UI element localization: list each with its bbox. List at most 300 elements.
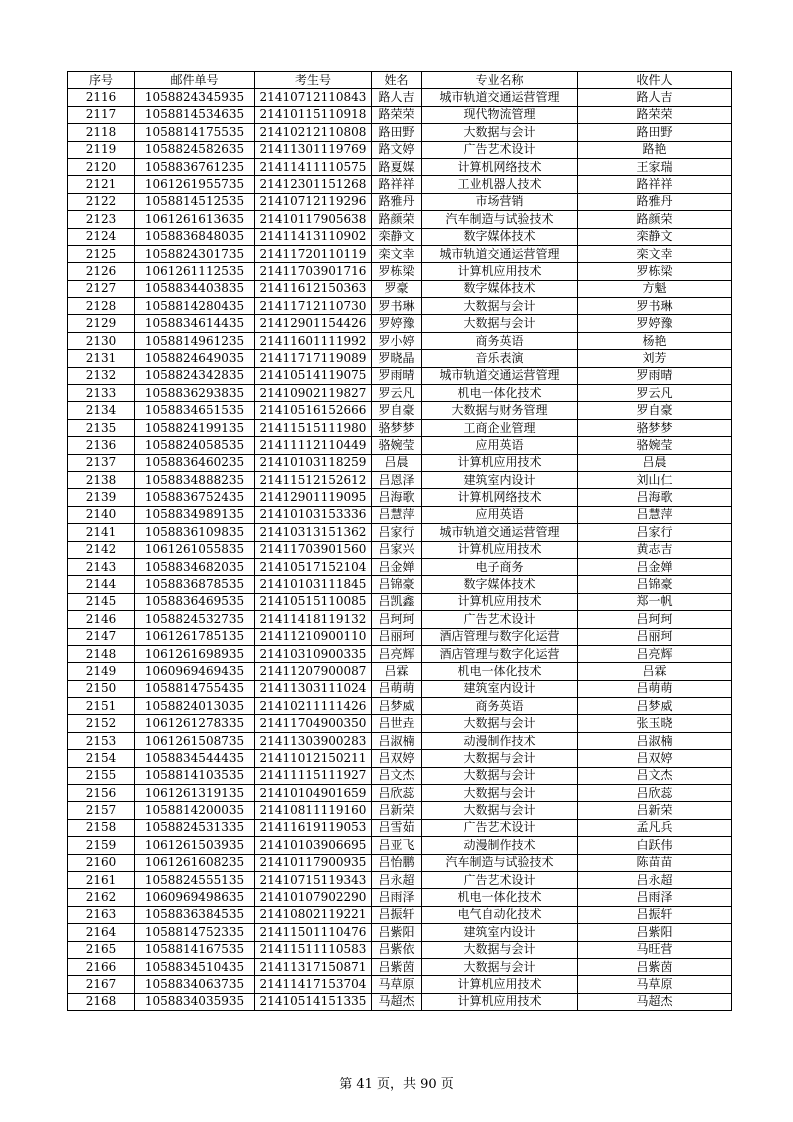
cell-name: 罗晓晶 <box>372 350 422 367</box>
cell-tracking-number: 1058834682035 <box>135 558 255 575</box>
cell-major: 动漫制作技术 <box>422 837 578 854</box>
cell-candidate-number: 21411601111992 <box>255 332 372 349</box>
cell-seq: 2119 <box>68 141 135 158</box>
cell-major: 大数据与会计 <box>422 124 578 141</box>
table-row <box>68 454 732 471</box>
cell-major: 广告艺术设计 <box>422 611 578 628</box>
cell-name: 吕晨 <box>372 454 422 471</box>
cell-recipient: 吕双婷 <box>578 750 732 767</box>
cell-major: 电气自动化技术 <box>422 906 578 923</box>
cell-seq: 2136 <box>68 437 135 454</box>
cell-name: 吕文杰 <box>372 767 422 784</box>
cell-seq: 2130 <box>68 332 135 349</box>
cell-name: 吕珂珂 <box>372 611 422 628</box>
cell-seq: 2127 <box>68 280 135 297</box>
cell-recipient: 吕丽珂 <box>578 628 732 645</box>
cell-candidate-number: 21411112110449 <box>255 437 372 454</box>
cell-name: 路文婷 <box>372 141 422 158</box>
cell-recipient: 路人吉 <box>578 89 732 106</box>
cell-candidate-number: 21411411110575 <box>255 158 372 175</box>
cell-recipient: 栾文幸 <box>578 245 732 262</box>
cell-seq: 2145 <box>68 593 135 610</box>
cell-tracking-number: 1058824555135 <box>135 871 255 888</box>
cell-name: 骆婉莹 <box>372 437 422 454</box>
cell-tracking-number: 1061261278335 <box>135 715 255 732</box>
cell-name: 吕紫阳 <box>372 924 422 941</box>
table-row <box>68 350 732 367</box>
table-row <box>68 158 732 175</box>
cell-name: 罗雨晴 <box>372 367 422 384</box>
cell-tracking-number: 1061261955735 <box>135 176 255 193</box>
cell-candidate-number: 21410715119343 <box>255 871 372 888</box>
cell-tracking-number: 1058824582635 <box>135 141 255 158</box>
cell-major: 商务英语 <box>422 698 578 715</box>
cell-tracking-number: 1058824345935 <box>135 89 255 106</box>
cell-seq: 2125 <box>68 245 135 262</box>
page-number-text: 第 41 页，共 90 页 <box>339 1077 454 1092</box>
cell-major: 大数据与会计 <box>422 715 578 732</box>
table-row <box>68 385 732 402</box>
table-row <box>68 176 732 193</box>
cell-recipient: 孟凡兵 <box>578 819 732 836</box>
cell-name: 吕新荣 <box>372 802 422 819</box>
cell-recipient: 郑一帆 <box>578 593 732 610</box>
cell-tracking-number: 1058824531335 <box>135 819 255 836</box>
cell-major: 大数据与会计 <box>422 785 578 802</box>
cell-candidate-number: 21410310900335 <box>255 645 372 662</box>
cell-recipient: 路颜荣 <box>578 211 732 228</box>
cell-recipient: 王家瑞 <box>578 158 732 175</box>
cell-seq: 2120 <box>68 158 135 175</box>
table-row <box>68 89 732 106</box>
table-row <box>68 958 732 975</box>
cell-name: 吕锦豪 <box>372 576 422 593</box>
cell-name: 马草原 <box>372 976 422 993</box>
cell-recipient: 马超杰 <box>578 993 732 1010</box>
cell-recipient: 吕晨 <box>578 454 732 471</box>
cell-seq: 2162 <box>68 889 135 906</box>
cell-seq: 2126 <box>68 263 135 280</box>
cell-major: 大数据与会计 <box>422 802 578 819</box>
cell-recipient: 吕家行 <box>578 524 732 541</box>
table-row <box>68 819 732 836</box>
cell-recipient: 吕梦威 <box>578 698 732 715</box>
table-row <box>68 732 732 749</box>
cell-recipient: 吕珂珂 <box>578 611 732 628</box>
table-row <box>68 767 732 784</box>
cell-seq: 2123 <box>68 211 135 228</box>
cell-recipient: 罗栋梁 <box>578 263 732 280</box>
cell-name: 吕雪茹 <box>372 819 422 836</box>
cell-candidate-number: 21411717119089 <box>255 350 372 367</box>
table-row <box>68 437 732 454</box>
cell-name: 路人吉 <box>372 89 422 106</box>
table-row <box>68 906 732 923</box>
cell-major: 城市轨道交通运营管理 <box>422 367 578 384</box>
cell-tracking-number: 1058814280435 <box>135 298 255 315</box>
table-row <box>68 367 732 384</box>
cell-recipient: 路田野 <box>578 124 732 141</box>
roster-table <box>67 71 732 1011</box>
cell-tracking-number: 1058836848035 <box>135 228 255 245</box>
cell-major: 计算机应用技术 <box>422 454 578 471</box>
cell-seq: 2166 <box>68 958 135 975</box>
cell-recipient: 方魁 <box>578 280 732 297</box>
cell-major: 城市轨道交通运营管理 <box>422 245 578 262</box>
cell-recipient: 吕霖 <box>578 663 732 680</box>
cell-tracking-number: 1058834544435 <box>135 750 255 767</box>
cell-major: 汽车制造与试验技术 <box>422 211 578 228</box>
cell-tracking-number: 1058824649035 <box>135 350 255 367</box>
cell-name: 路雅丹 <box>372 193 422 210</box>
cell-seq: 2160 <box>68 854 135 871</box>
cell-candidate-number: 21410313151362 <box>255 524 372 541</box>
cell-seq: 2158 <box>68 819 135 836</box>
cell-name: 栾静文 <box>372 228 422 245</box>
cell-tracking-number: 1058834510435 <box>135 958 255 975</box>
cell-tracking-number: 1058814534635 <box>135 106 255 123</box>
cell-candidate-number: 21410103111845 <box>255 576 372 593</box>
cell-seq: 2118 <box>68 124 135 141</box>
cell-tracking-number: 1061261613635 <box>135 211 255 228</box>
table-row <box>68 141 732 158</box>
table-row <box>68 941 732 958</box>
cell-recipient: 陈苗苗 <box>578 854 732 871</box>
cell-major: 计算机网络技术 <box>422 158 578 175</box>
cell-recipient: 吕淑楠 <box>578 732 732 749</box>
cell-tracking-number: 1058814175535 <box>135 124 255 141</box>
cell-tracking-number: 1061261055835 <box>135 541 255 558</box>
cell-name: 罗婷豫 <box>372 315 422 332</box>
cell-recipient: 刘芳 <box>578 350 732 367</box>
cell-recipient: 路祥祥 <box>578 176 732 193</box>
cell-candidate-number: 21410107902290 <box>255 889 372 906</box>
cell-candidate-number: 21411712110730 <box>255 298 372 315</box>
table-row <box>68 645 732 662</box>
column-header-candidate-number: 考生号 <box>255 72 372 89</box>
table-row <box>68 228 732 245</box>
cell-seq: 2139 <box>68 489 135 506</box>
cell-seq: 2155 <box>68 767 135 784</box>
cell-recipient: 马旺营 <box>578 941 732 958</box>
table-row <box>68 837 732 854</box>
cell-candidate-number: 21410802119221 <box>255 906 372 923</box>
table-row <box>68 663 732 680</box>
header-row <box>68 72 732 89</box>
table-row <box>68 976 732 993</box>
cell-candidate-number: 21411704900350 <box>255 715 372 732</box>
cell-seq: 2157 <box>68 802 135 819</box>
cell-major: 大数据与财务管理 <box>422 402 578 419</box>
cell-name: 吕恩泽 <box>372 471 422 488</box>
cell-tracking-number: 1061261319135 <box>135 785 255 802</box>
cell-seq: 2168 <box>68 993 135 1010</box>
table-row <box>68 593 732 610</box>
cell-recipient: 路荣荣 <box>578 106 732 123</box>
cell-major: 商务英语 <box>422 332 578 349</box>
table-row <box>68 854 732 871</box>
cell-seq: 2124 <box>68 228 135 245</box>
cell-name: 路田野 <box>372 124 422 141</box>
cell-candidate-number: 21411703901560 <box>255 541 372 558</box>
cell-major: 大数据与会计 <box>422 958 578 975</box>
table-row <box>68 332 732 349</box>
cell-recipient: 骆婉莹 <box>578 437 732 454</box>
cell-seq: 2156 <box>68 785 135 802</box>
cell-tracking-number: 1058836878535 <box>135 576 255 593</box>
cell-tracking-number: 1060969469435 <box>135 663 255 680</box>
table-header <box>68 72 732 89</box>
cell-major: 酒店管理与数字化运营 <box>422 645 578 662</box>
cell-candidate-number: 21410516152666 <box>255 402 372 419</box>
column-header-recipient: 收件人 <box>578 72 732 89</box>
cell-recipient: 吕慧萍 <box>578 506 732 523</box>
page-footer <box>0 1073 793 1092</box>
cell-candidate-number: 21411012150211 <box>255 750 372 767</box>
cell-seq: 2133 <box>68 385 135 402</box>
cell-candidate-number: 21411303900283 <box>255 732 372 749</box>
cell-recipient: 吕海歌 <box>578 489 732 506</box>
cell-tracking-number: 1058824342835 <box>135 367 255 384</box>
cell-name: 罗云凡 <box>372 385 422 402</box>
cell-name: 吕丽珂 <box>372 628 422 645</box>
cell-candidate-number: 21411303111024 <box>255 680 372 697</box>
cell-candidate-number: 21410712110843 <box>255 89 372 106</box>
cell-name: 罗豪 <box>372 280 422 297</box>
cell-tracking-number: 1058814200035 <box>135 802 255 819</box>
cell-name: 路颜荣 <box>372 211 422 228</box>
cell-tracking-number: 1061261508735 <box>135 732 255 749</box>
cell-seq: 2164 <box>68 924 135 941</box>
cell-name: 吕凯鑫 <box>372 593 422 610</box>
table-row <box>68 193 732 210</box>
cell-seq: 2165 <box>68 941 135 958</box>
table-row <box>68 802 732 819</box>
cell-name: 吕欣蕊 <box>372 785 422 802</box>
cell-tracking-number: 1058836752435 <box>135 489 255 506</box>
cell-name: 路夏媒 <box>372 158 422 175</box>
table-row <box>68 715 732 732</box>
cell-major: 数字媒体技术 <box>422 280 578 297</box>
cell-tracking-number: 1058814512535 <box>135 193 255 210</box>
cell-candidate-number: 21412301151268 <box>255 176 372 193</box>
cell-major: 大数据与会计 <box>422 941 578 958</box>
cell-tracking-number: 1058834035935 <box>135 993 255 1010</box>
cell-seq: 2135 <box>68 419 135 436</box>
cell-name: 吕慧萍 <box>372 506 422 523</box>
cell-major: 汽车制造与试验技术 <box>422 854 578 871</box>
table-row <box>68 871 732 888</box>
cell-name: 路荣荣 <box>372 106 422 123</box>
cell-seq: 2140 <box>68 506 135 523</box>
cell-seq: 2148 <box>68 645 135 662</box>
cell-tracking-number: 1058814752335 <box>135 924 255 941</box>
table-row <box>68 576 732 593</box>
table-row <box>68 558 732 575</box>
cell-name: 吕梦威 <box>372 698 422 715</box>
cell-candidate-number: 21410712119296 <box>255 193 372 210</box>
cell-tracking-number: 1058834888235 <box>135 471 255 488</box>
cell-tracking-number: 1058814103535 <box>135 767 255 784</box>
cell-candidate-number: 21411418119132 <box>255 611 372 628</box>
cell-tracking-number: 1058834651535 <box>135 402 255 419</box>
cell-major: 计算机应用技术 <box>422 541 578 558</box>
cell-tracking-number: 1058836109835 <box>135 524 255 541</box>
cell-major: 动漫制作技术 <box>422 732 578 749</box>
cell-tracking-number: 1061261112535 <box>135 263 255 280</box>
cell-name: 吕永超 <box>372 871 422 888</box>
column-header-major: 专业名称 <box>422 72 578 89</box>
table-row <box>68 541 732 558</box>
cell-name: 栾文幸 <box>372 245 422 262</box>
cell-tracking-number: 1058824532735 <box>135 611 255 628</box>
cell-seq: 2137 <box>68 454 135 471</box>
cell-recipient: 吕萌萌 <box>578 680 732 697</box>
cell-recipient: 吕欣蕊 <box>578 785 732 802</box>
cell-major: 大数据与会计 <box>422 298 578 315</box>
table-row <box>68 280 732 297</box>
cell-recipient: 吕紫茵 <box>578 958 732 975</box>
table-row <box>68 489 732 506</box>
cell-candidate-number: 21410211111426 <box>255 698 372 715</box>
table-row <box>68 993 732 1010</box>
table-row <box>68 750 732 767</box>
cell-name: 吕海歌 <box>372 489 422 506</box>
cell-seq: 2159 <box>68 837 135 854</box>
cell-name: 吕紫依 <box>372 941 422 958</box>
cell-major: 电子商务 <box>422 558 578 575</box>
cell-major: 计算机应用技术 <box>422 593 578 610</box>
cell-recipient: 罗雨晴 <box>578 367 732 384</box>
cell-major: 广告艺术设计 <box>422 819 578 836</box>
cell-tracking-number: 1058836384535 <box>135 906 255 923</box>
cell-name: 罗自豪 <box>372 402 422 419</box>
cell-candidate-number: 21411511110583 <box>255 941 372 958</box>
cell-candidate-number: 21410514119075 <box>255 367 372 384</box>
cell-candidate-number: 21411612150363 <box>255 280 372 297</box>
cell-seq: 2116 <box>68 89 135 106</box>
cell-tracking-number: 1061261698935 <box>135 645 255 662</box>
cell-tracking-number: 1058836293835 <box>135 385 255 402</box>
cell-major: 建筑室内设计 <box>422 680 578 697</box>
cell-tracking-number: 1058814167535 <box>135 941 255 958</box>
table-row <box>68 106 732 123</box>
cell-tracking-number: 1060969498635 <box>135 889 255 906</box>
cell-recipient: 白跃伟 <box>578 837 732 854</box>
cell-candidate-number: 21411115111927 <box>255 767 372 784</box>
cell-candidate-number: 21410104901659 <box>255 785 372 802</box>
table-row <box>68 315 732 332</box>
cell-tracking-number: 1058824199135 <box>135 419 255 436</box>
cell-recipient: 吕锦豪 <box>578 576 732 593</box>
cell-major: 大数据与会计 <box>422 750 578 767</box>
cell-candidate-number: 21411317150871 <box>255 958 372 975</box>
cell-recipient: 张玉晓 <box>578 715 732 732</box>
cell-name: 马超杰 <box>372 993 422 1010</box>
table-row <box>68 124 732 141</box>
table-row <box>68 698 732 715</box>
column-header-name: 姓名 <box>372 72 422 89</box>
cell-seq: 2129 <box>68 315 135 332</box>
table-row <box>68 889 732 906</box>
table-row <box>68 611 732 628</box>
cell-seq: 2147 <box>68 628 135 645</box>
cell-name: 吕雨泽 <box>372 889 422 906</box>
cell-tracking-number: 1058824301735 <box>135 245 255 262</box>
cell-tracking-number: 1058834989135 <box>135 506 255 523</box>
cell-tracking-number: 1058834614435 <box>135 315 255 332</box>
cell-candidate-number: 21411501110476 <box>255 924 372 941</box>
cell-tracking-number: 1058814961235 <box>135 332 255 349</box>
cell-seq: 2146 <box>68 611 135 628</box>
cell-recipient: 路雅丹 <box>578 193 732 210</box>
cell-major: 计算机应用技术 <box>422 976 578 993</box>
cell-candidate-number: 21412901119095 <box>255 489 372 506</box>
cell-major: 广告艺术设计 <box>422 871 578 888</box>
table-row <box>68 628 732 645</box>
cell-tracking-number: 1058824013035 <box>135 698 255 715</box>
cell-recipient: 骆梦梦 <box>578 419 732 436</box>
cell-major: 大数据与会计 <box>422 315 578 332</box>
cell-seq: 2150 <box>68 680 135 697</box>
cell-candidate-number: 21410517152104 <box>255 558 372 575</box>
cell-candidate-number: 21411720110119 <box>255 245 372 262</box>
cell-major: 机电一体化技术 <box>422 385 578 402</box>
cell-recipient: 罗婷豫 <box>578 315 732 332</box>
cell-major: 市场营销 <box>422 193 578 210</box>
table-row <box>68 263 732 280</box>
cell-seq: 2152 <box>68 715 135 732</box>
cell-seq: 2141 <box>68 524 135 541</box>
cell-name: 吕亮辉 <box>372 645 422 662</box>
cell-name: 罗书琳 <box>372 298 422 315</box>
cell-seq: 2167 <box>68 976 135 993</box>
table-row <box>68 524 732 541</box>
cell-seq: 2154 <box>68 750 135 767</box>
cell-name: 吕家兴 <box>372 541 422 558</box>
cell-name: 吕紫茵 <box>372 958 422 975</box>
cell-major: 建筑室内设计 <box>422 924 578 941</box>
cell-tracking-number: 1058836460235 <box>135 454 255 471</box>
cell-name: 吕怡鹏 <box>372 854 422 871</box>
cell-recipient: 吕亮辉 <box>578 645 732 662</box>
cell-major: 城市轨道交通运营管理 <box>422 89 578 106</box>
cell-seq: 2132 <box>68 367 135 384</box>
cell-recipient: 罗书琳 <box>578 298 732 315</box>
cell-tracking-number: 1058836469535 <box>135 593 255 610</box>
cell-candidate-number: 21410117905638 <box>255 211 372 228</box>
cell-name: 吕家行 <box>372 524 422 541</box>
cell-major: 现代物流管理 <box>422 106 578 123</box>
cell-major: 城市轨道交通运营管理 <box>422 524 578 541</box>
cell-recipient: 吕振轩 <box>578 906 732 923</box>
cell-candidate-number: 21411515111980 <box>255 419 372 436</box>
cell-recipient: 路艳 <box>578 141 732 158</box>
cell-seq: 2138 <box>68 471 135 488</box>
cell-candidate-number: 21411703901716 <box>255 263 372 280</box>
cell-seq: 2134 <box>68 402 135 419</box>
table-row <box>68 245 732 262</box>
cell-name: 骆梦梦 <box>372 419 422 436</box>
cell-candidate-number: 21411210900110 <box>255 628 372 645</box>
cell-candidate-number: 21410115110918 <box>255 106 372 123</box>
cell-major: 酒店管理与数字化运营 <box>422 628 578 645</box>
cell-major: 工商企业管理 <box>422 419 578 436</box>
cell-name: 罗栋梁 <box>372 263 422 280</box>
cell-major: 工业机器人技术 <box>422 176 578 193</box>
cell-recipient: 罗自豪 <box>578 402 732 419</box>
cell-candidate-number: 21411301119769 <box>255 141 372 158</box>
